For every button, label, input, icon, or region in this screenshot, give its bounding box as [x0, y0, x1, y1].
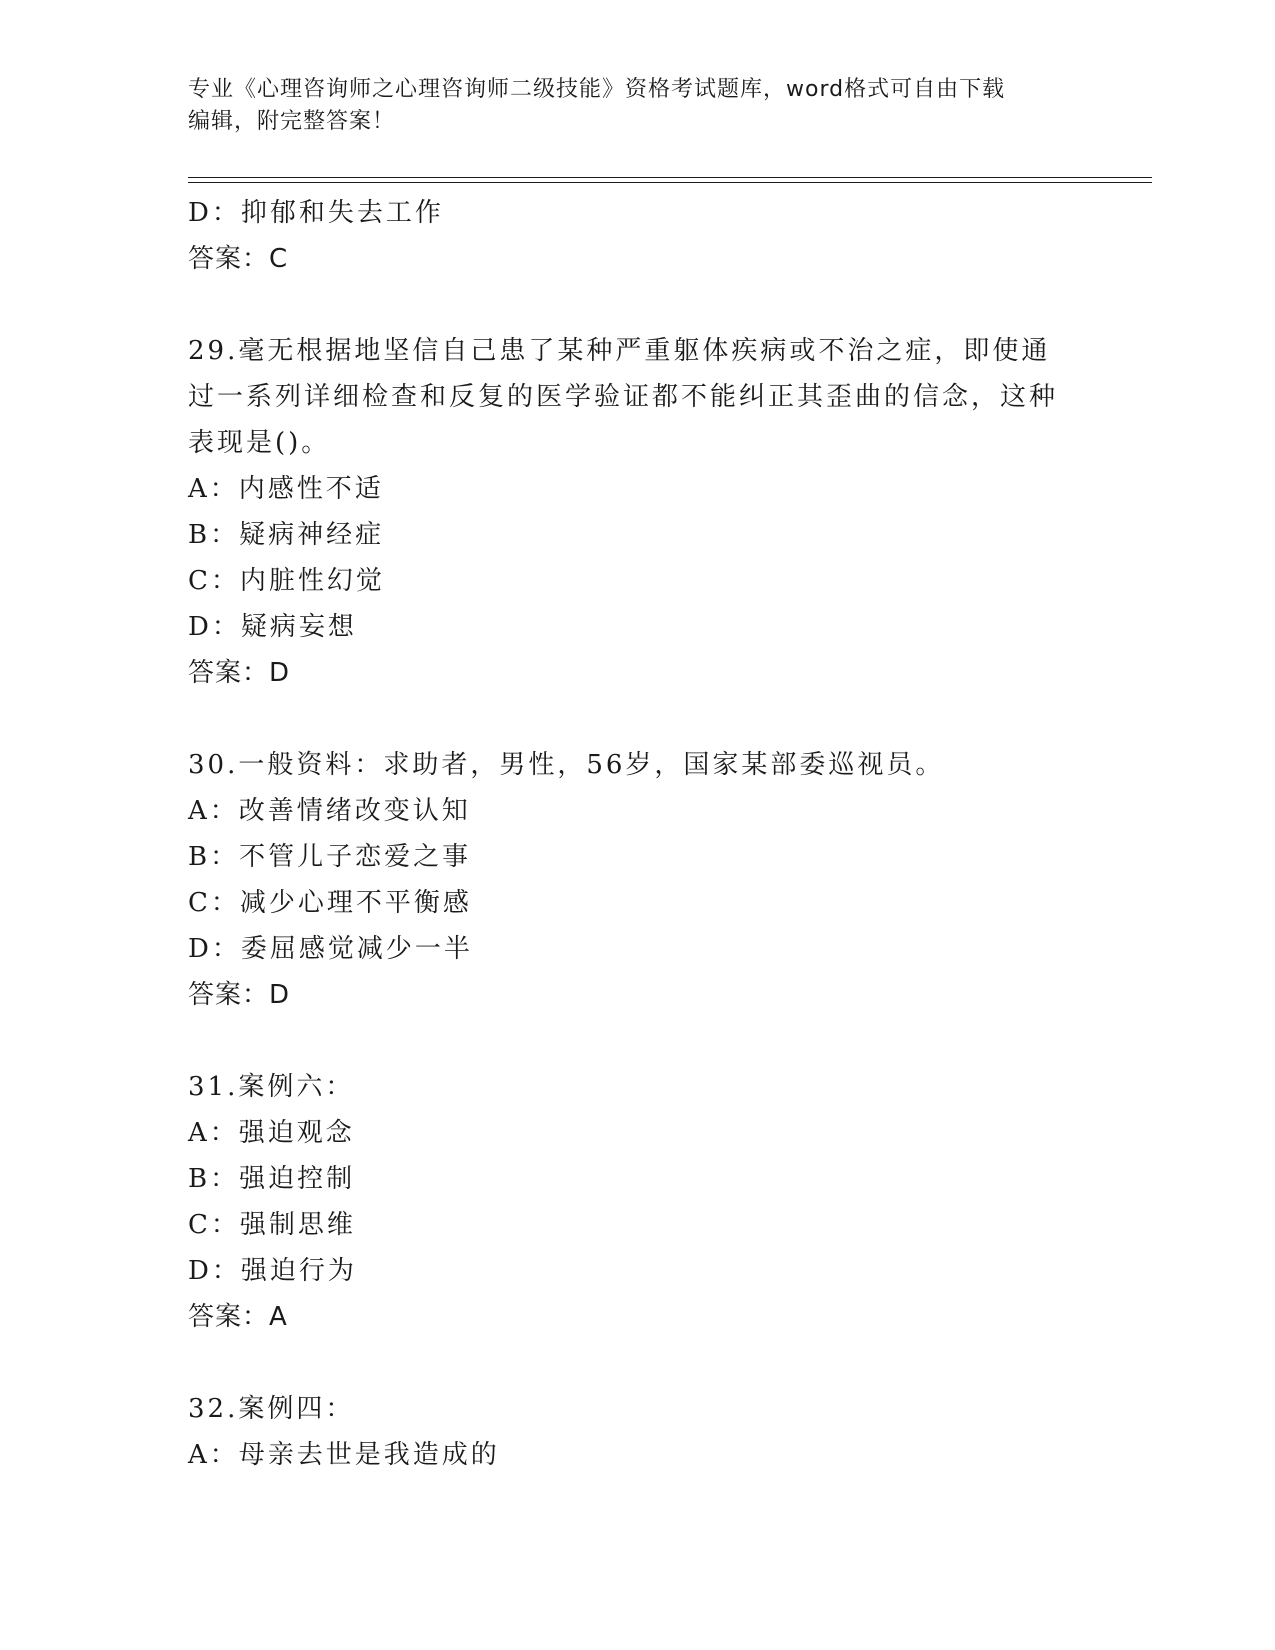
question-text: 31.案例六：: [188, 1072, 355, 1102]
question-text: 30.一般资料：求助者，男性，56岁，国家某部委巡视员。: [188, 750, 945, 780]
answer-line: 答案：C: [188, 244, 289, 274]
option-c: C：内脏性幻觉: [188, 566, 385, 596]
question-block: [188, 742, 1088, 1018]
option-c: C：减少心理不平衡感: [188, 888, 472, 918]
question-text: 29.毫无根据地坚信自己患了某种严重躯体疾病或不治之症，即使通过一系列详细检查和反复的医学验证都不能纠正其歪曲的信念，这种表现是()。: [188, 336, 1059, 458]
question-block: [188, 328, 1088, 696]
answer-line: 答案：A: [188, 1302, 288, 1332]
document-header: [188, 74, 1068, 138]
question-block: [188, 1064, 1088, 1340]
option-d: D：抑郁和失去工作: [188, 198, 444, 228]
question-block: [188, 1386, 1088, 1478]
option-d: D：委屈感觉减少一半: [188, 934, 473, 964]
header-divider-top: [188, 177, 1152, 178]
option-a: A：内感性不适: [188, 474, 384, 504]
spacer: [188, 282, 1088, 328]
option-d: D：强迫行为: [188, 1256, 357, 1286]
spacer: [188, 1018, 1088, 1064]
answer-line: 答案：D: [188, 658, 291, 688]
spacer: [188, 1340, 1088, 1386]
spacer: [188, 696, 1088, 742]
option-b: B：不管儿子恋爱之事: [188, 842, 472, 872]
header-line-1: 专业《心理咨询师之心理咨询师二级技能》资格考试题库，word格式可自由下载: [188, 77, 1006, 102]
answer-line: 答案：D: [188, 980, 291, 1010]
option-d: D：疑病妄想: [188, 612, 357, 642]
option-c: C：强制思维: [188, 1210, 356, 1240]
question-text: 32.案例四：: [188, 1394, 355, 1424]
header-divider-bottom: [188, 182, 1152, 183]
option-a: A：改善情绪改变认知: [188, 796, 471, 826]
option-b: B：强迫控制: [188, 1164, 356, 1194]
option-a: A：强迫观念: [188, 1118, 355, 1148]
header-line-2: 编辑，附完整答案！: [188, 109, 396, 134]
question-content: [188, 190, 1088, 1478]
option-a: A：母亲去世是我造成的: [188, 1440, 500, 1470]
option-b: B：疑病神经症: [188, 520, 385, 550]
